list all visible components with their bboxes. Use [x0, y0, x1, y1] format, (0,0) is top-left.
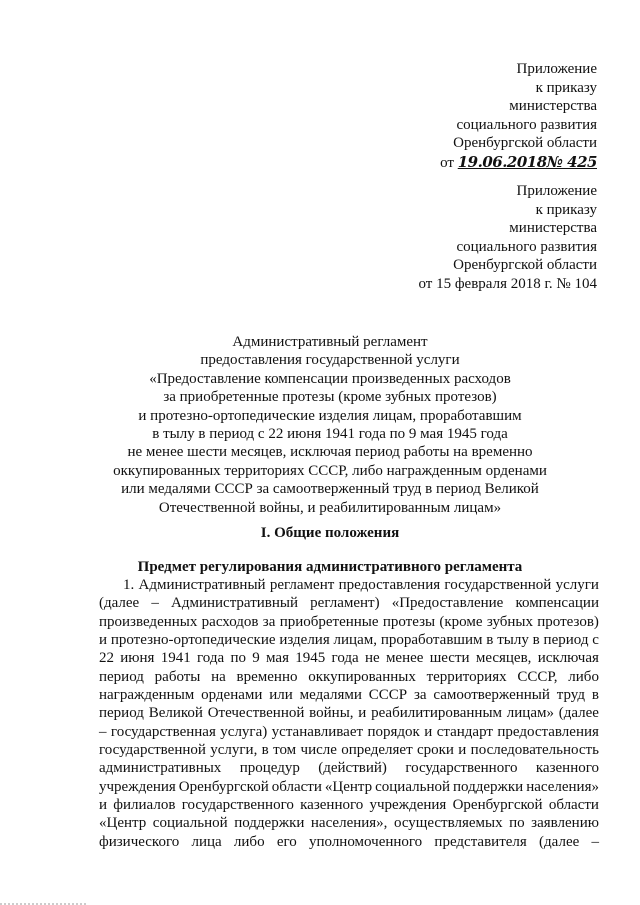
title-line: не менее шести месяцев, исключая период работы на временно: [127, 444, 533, 461]
paragraph-line: учреждения Оренбургской области «Центр социальной поддержки населения»: [99, 778, 599, 795]
paragraph-line: «Центр социальной поддержки населения», осуществляемых по заявлению: [99, 815, 599, 832]
paragraph-line: и протезно-ортопедические изделия лицам, проработавшим в тылу в период с: [99, 632, 599, 649]
paragraph-line: административных процедур (действий) государственного казенного: [99, 760, 599, 777]
appendix-2-line: Оренбургской области: [453, 257, 597, 274]
appendix-2-line: Приложение: [516, 183, 597, 199]
section-heading: I. Общие положения: [260, 525, 400, 541]
order-prefix: от: [440, 154, 454, 171]
title-line: предоставления государственной услуги: [200, 352, 460, 369]
appendix-2-line: от 15 февраля 2018 г. № 104: [418, 275, 597, 292]
document-title: [60, 333, 600, 517]
paragraph-1: [99, 576, 599, 851]
appendix-1-line: социального развития: [456, 116, 597, 133]
paragraph-line: (далее – Административный регламент) «Предоставление компенсации: [99, 595, 599, 612]
title-line: оккупированных территориях СССР, либо награжденным орденами: [113, 462, 547, 479]
appendix-1-line: Приложение: [516, 61, 597, 77]
scan-edge-marks: [0, 899, 90, 905]
paragraph-line: произведенных расходов за приобретенные протезы (кроме зубных протезов): [99, 613, 599, 630]
subsection-heading: Предмет регулирования административного регламента: [137, 559, 523, 575]
appendix-2-line: социального развития: [456, 238, 597, 255]
handwritten-order-number: 19.06.2018№ 425: [457, 152, 597, 171]
title-line: и протезно-ортопедические изделия лицам, проработавшим: [138, 407, 522, 424]
appendix-1-line: к приказу: [535, 79, 597, 96]
appendix-2-line: к приказу: [535, 201, 597, 218]
appendix-1-line: министерства: [509, 98, 597, 115]
title-line: «Предоставление компенсации произведенных расходов: [149, 370, 511, 387]
appendix-1-line: Оренбургской области: [453, 135, 597, 152]
appendix-1-order-line: [440, 153, 597, 173]
paragraph-line: период Великой Отечественной войны, и реабилитированным лицам» (далее: [99, 705, 599, 722]
title-line: Отечественной войны, и реабилитированным лицам»: [158, 499, 502, 516]
paragraph-line: физического лица либо его уполномоченного представителя (далее –: [99, 833, 599, 850]
appendix-header-1: [440, 60, 597, 173]
paragraph-line: 1. Административный регламент предоставления государственной услуги: [123, 577, 599, 593]
paragraph-line: период работы на временно оккупированных территориях СССР, либо: [99, 668, 599, 685]
appendix-header-2: [418, 182, 597, 294]
title-line: в тылу в период с 22 июня 1941 года по 9 мая 1945 года: [152, 426, 508, 443]
appendix-2-line: министерства: [509, 220, 597, 237]
paragraph-line: награжденным орденами или медалями СССР за самоотверженный труд в: [99, 687, 599, 704]
paragraph-line: государственной услуги, в том числе определяет сроки и последовательность: [99, 742, 599, 759]
title-line: за приобретенные протезы (кроме зубных протезов): [163, 389, 497, 406]
paragraph-line: – государственная услуга) устанавливает порядок и стандарт предоставления: [99, 723, 599, 740]
title-line: или медалями СССР за самоотверженный труд в период Великой: [121, 481, 539, 498]
paragraph-line: 22 июня 1941 года по 9 мая 1945 года не менее шести месяцев, исключая: [99, 650, 599, 667]
paragraph-line: и филиалов государственного казенного учреждения Оренбургской области: [99, 797, 599, 814]
title-line: Административный регламент: [232, 334, 428, 350]
